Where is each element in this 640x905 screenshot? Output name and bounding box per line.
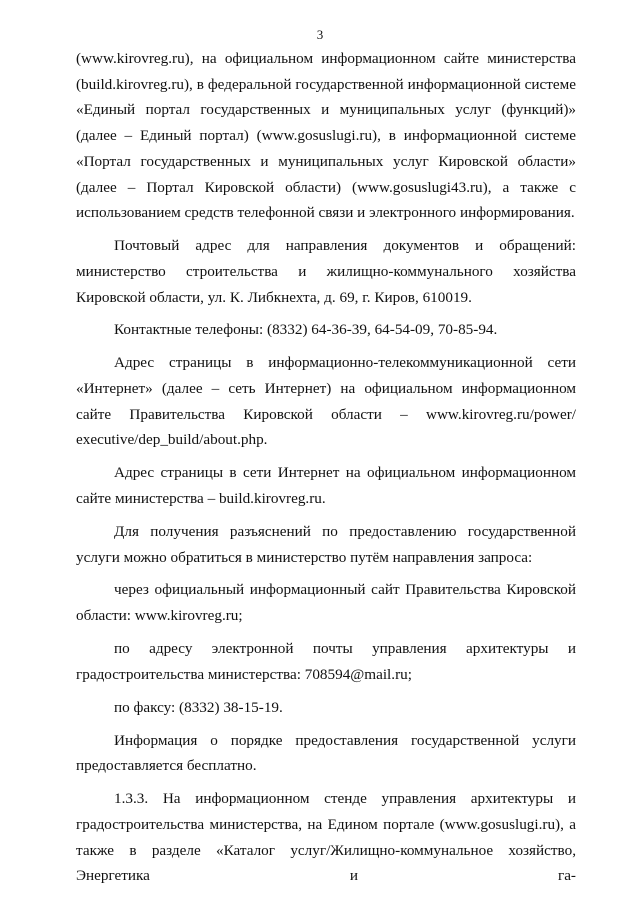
paragraph-via-email: по адресу электронной почты управления архитектуры и градостроительства министерства: 708594@mail.ru; xyxy=(76,640,576,683)
paragraph-info-channels: (www.kirovreg.ru), на официальном информационном сайте министерства (build.kirovreg.ru), в федеральной государственной информационной системе «Единый портал государственных и муниципальных услуг (функций)» (далее – Единый портал) (www.gosuslugi.ru), в информационной системе «Портал государственных и муниципальных услуг Кировской области» (далее – Портал Кировской области) (www.gosuslugi43.ru), а также с использованием средств телефонной связи и электронного информирования. xyxy=(76,50,576,222)
paragraph-contact-phones: Контактные телефоны: (8332) 64-36-39, 64-54-09, 70-85-94. xyxy=(114,321,498,339)
paragraph-clarifications: Для получения разъяснений по предоставлению государственной услуги можно обратиться в министерство путём направления запроса: xyxy=(76,522,576,566)
paragraph-postal-address: Почтовый адрес для направления документов и обращений: министерство строительства и жилищно-коммунального хозяйства Кировской области, ул. К. Либкнехта, д. 69, г. Киров, 610019. xyxy=(76,237,576,306)
paragraph-free-of-charge: Информация о порядке предоставления государственной услуги предоставляется бесплатно. xyxy=(76,731,576,775)
paragraph-ministry-site-address: Адрес страницы в сети Интернет на официальном информационном сайте министерства – build.kirovreg.ru. xyxy=(76,464,576,507)
paragraph-via-fax: по факсу: (8332) 38-15-19. xyxy=(114,698,283,716)
document-body xyxy=(76,46,576,896)
page-number: 3 xyxy=(316,27,324,42)
paragraph-via-website: через официальный информационный сайт Правительства Кировской области: www.kirovreg.ru; xyxy=(76,581,576,625)
paragraph-government-site-address: Адрес страницы в информационно-телекоммуникационной сети «Интернет» (далее – сеть Интернет) на официальном информационном сайте Правительства Кировской области – www.kirovreg.ru/power/ executive/dep_build/about.php. xyxy=(76,354,576,449)
paragraph-section-1-3-3: 1.3.3. На информационном стенде управления архитектуры и градостроительства министерства, на Едином портале (www.gosuslugi.ru), а также в разделе «Каталог услуг/Жилищно-коммунальное хозяйство, Энергетика и га- xyxy=(76,790,576,885)
